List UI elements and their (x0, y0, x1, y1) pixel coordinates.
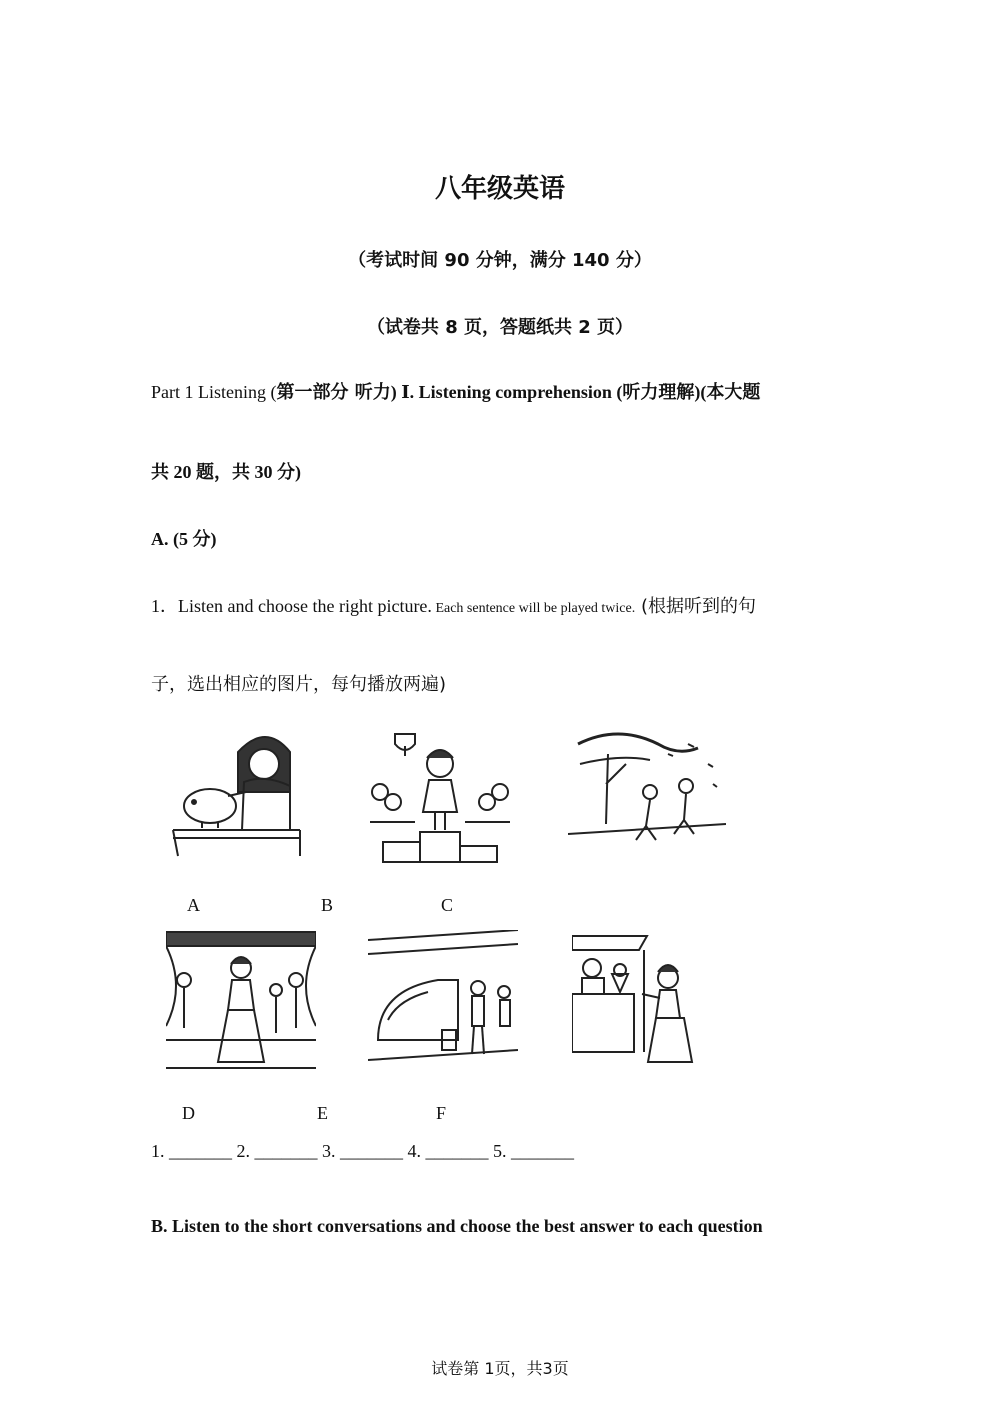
page-footer: 试卷第 1页，共3页 (431, 1359, 569, 1378)
high-speed-train-icon (368, 930, 518, 1072)
section-a-heading: A. (5 分) (151, 529, 217, 549)
part1-heading-cont: 共 20 题，共 30 分) (151, 462, 301, 482)
girl-hanfu-stage-icon (166, 930, 316, 1070)
picture-label-e: E (317, 1103, 328, 1123)
page-title: 八年级英语 (434, 174, 565, 204)
question-1-instruction-cont: 子，选出相应的图片，每句播放两遍) (151, 674, 447, 695)
section-b-heading: B. Listen to the short conversations and choose the best answer to each question (151, 1216, 763, 1236)
picture-label-b: B (321, 895, 334, 915)
windy-tree-people-icon (568, 724, 726, 860)
page-count-note: （试卷共 8 页，答题纸共 2 页） (366, 317, 634, 338)
girl-winning-trophy-icon (365, 722, 515, 864)
picture-label-d: D (182, 1103, 195, 1123)
answer-blanks: 1. _______ 2. _______ 3. _______ 4. _______ 5. _______ (151, 1141, 574, 1161)
picture-label-a: A (187, 895, 200, 915)
girl-ice-cream-stand-icon (572, 932, 700, 1070)
part1-heading: Part 1 Listening (第一部分 听力) Ⅰ. Listening comprehension (听力理解)(本大题 (151, 382, 761, 403)
picture-label-c: C (441, 895, 454, 915)
picture-label-f: F (436, 1103, 447, 1123)
question-1-instruction: 1．Listen and choose the right picture. Each sentence will be played twice. (根据听到的句 (151, 596, 756, 617)
girl-piggy-bank-icon (168, 722, 306, 860)
exam-time-note: （考试时间 90 分钟，满分 140 分） (348, 250, 652, 271)
